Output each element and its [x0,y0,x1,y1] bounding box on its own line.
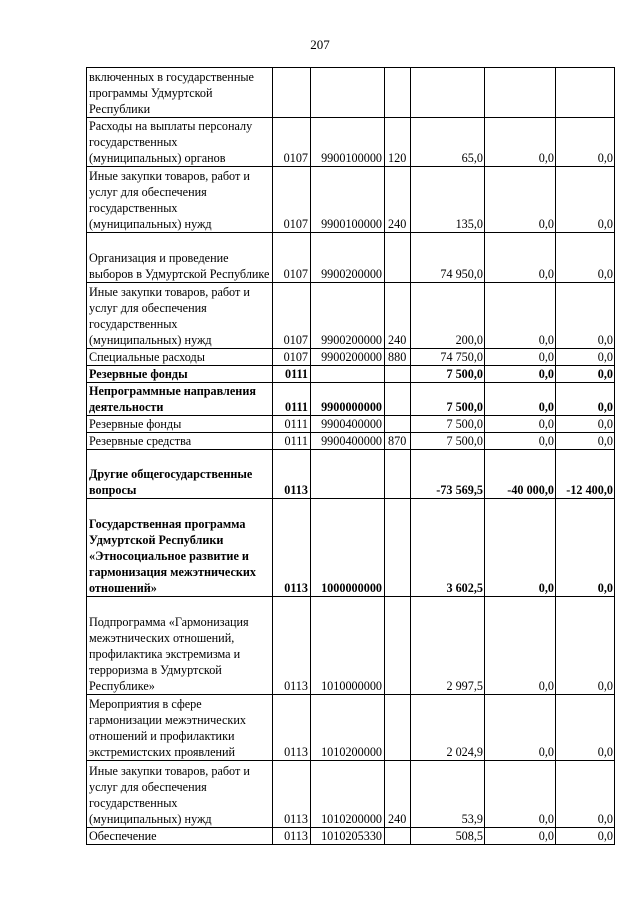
cell-amount-2 [485,68,556,118]
cell-expense-type-code: 120 [385,118,411,167]
cell-target-code: 9900400000 [311,416,385,433]
cell-expense-type-code [385,695,411,761]
cell-name: Обеспечение [87,828,273,845]
cell-name: Подпрограмма «Гармонизация межэтнических отношений, профилактика экстремизма и терроризма в Удмуртской Республике» [87,597,273,695]
cell-name: Резервные фонды [87,366,273,383]
table-row [87,68,615,118]
cell-amount-1: 3 602,5 [411,499,485,597]
cell-expense-type-code [385,366,411,383]
cell-amount-1: 7 500,0 [411,416,485,433]
cell-amount-1: 65,0 [411,118,485,167]
cell-amount-3: 0,0 [556,283,615,349]
cell-amount-1: 2 024,9 [411,695,485,761]
cell-target-code: 9900100000 [311,167,385,233]
table-row [87,167,615,233]
cell-name: Специальные расходы [87,349,273,366]
cell-section-code: 0107 [273,233,311,283]
cell-amount-3: 0,0 [556,416,615,433]
cell-expense-type-code [385,499,411,597]
cell-target-code: 9900000000 [311,383,385,416]
cell-name: Другие общегосударственные вопросы [87,450,273,499]
cell-target-code: 9900400000 [311,433,385,450]
table-row [87,433,615,450]
cell-expense-type-code [385,383,411,416]
cell-expense-type-code [385,68,411,118]
cell-amount-1: 7 500,0 [411,366,485,383]
cell-name: Государственная программа Удмуртской Республики «Этносоциальное развитие и гармонизация межэтнических отношений» [87,499,273,597]
budget-table [86,67,615,845]
table-row [87,828,615,845]
cell-amount-2: 0,0 [485,695,556,761]
cell-amount-3: 0,0 [556,366,615,383]
cell-target-code: 1010200000 [311,695,385,761]
cell-amount-2: 0,0 [485,167,556,233]
cell-amount-1: -73 569,5 [411,450,485,499]
cell-target-code [311,366,385,383]
cell-amount-2: 0,0 [485,828,556,845]
budget-table-body [87,68,615,845]
cell-amount-3: 0,0 [556,828,615,845]
cell-amount-3: 0,0 [556,383,615,416]
cell-amount-2: 0,0 [485,597,556,695]
cell-section-code: 0111 [273,416,311,433]
cell-section-code: 0113 [273,450,311,499]
cell-expense-type-code [385,828,411,845]
cell-amount-1: 74 950,0 [411,233,485,283]
page-number: 207 [310,37,330,52]
cell-section-code: 0107 [273,167,311,233]
cell-amount-3: 0,0 [556,167,615,233]
cell-amount-3: 0,0 [556,499,615,597]
cell-amount-3: 0,0 [556,233,615,283]
cell-amount-1: 7 500,0 [411,433,485,450]
cell-section-code: 0113 [273,597,311,695]
cell-expense-type-code: 240 [385,167,411,233]
cell-target-code [311,450,385,499]
cell-amount-2: 0,0 [485,499,556,597]
cell-amount-3 [556,68,615,118]
cell-name: Иные закупки товаров, работ и услуг для обеспечения государственных (муниципальных) нужд [87,167,273,233]
cell-expense-type-code [385,597,411,695]
cell-amount-2: 0,0 [485,383,556,416]
cell-amount-1: 508,5 [411,828,485,845]
cell-amount-1: 2 997,5 [411,597,485,695]
cell-name: Иные закупки товаров, работ и услуг для обеспечения государственных (муниципальных) нужд [87,283,273,349]
cell-target-code: 1010205330 [311,828,385,845]
cell-amount-2: 0,0 [485,283,556,349]
cell-amount-1: 135,0 [411,167,485,233]
cell-name: включенных в государственные программы Удмуртской Республики [87,68,273,118]
cell-amount-3: 0,0 [556,695,615,761]
cell-section-code: 0113 [273,499,311,597]
cell-target-code [311,68,385,118]
table-row [87,450,615,499]
cell-name: Расходы на выплаты персоналу государственных (муниципальных) органов [87,118,273,167]
table-row [87,597,615,695]
cell-expense-type-code: 880 [385,349,411,366]
table-row [87,695,615,761]
cell-name: Непрограммные направления деятельности [87,383,273,416]
table-row [87,366,615,383]
table-row [87,118,615,167]
cell-section-code [273,68,311,118]
cell-name: Резервные средства [87,433,273,450]
cell-amount-2: 0,0 [485,433,556,450]
table-row [87,383,615,416]
cell-expense-type-code: 240 [385,283,411,349]
cell-amount-2: 0,0 [485,761,556,828]
cell-amount-1: 7 500,0 [411,383,485,416]
cell-amount-1: 53,9 [411,761,485,828]
cell-section-code: 0111 [273,383,311,416]
table-row [87,233,615,283]
cell-section-code: 0111 [273,366,311,383]
cell-target-code: 9900100000 [311,118,385,167]
cell-amount-3: 0,0 [556,597,615,695]
cell-amount-2: 0,0 [485,349,556,366]
cell-target-code: 1000000000 [311,499,385,597]
cell-target-code: 1010000000 [311,597,385,695]
cell-target-code: 9900200000 [311,233,385,283]
cell-section-code: 0107 [273,349,311,366]
cell-amount-1 [411,68,485,118]
cell-amount-2: -40 000,0 [485,450,556,499]
cell-section-code: 0113 [273,828,311,845]
cell-section-code: 0113 [273,695,311,761]
cell-name: Мероприятия в сфере гармонизации межэтнических отношений и профилактики экстремистских проявлений [87,695,273,761]
table-row [87,283,615,349]
cell-section-code: 0113 [273,761,311,828]
cell-target-code: 9900200000 [311,349,385,366]
table-row [87,416,615,433]
cell-amount-3: 0,0 [556,118,615,167]
cell-expense-type-code: 870 [385,433,411,450]
cell-expense-type-code: 240 [385,761,411,828]
cell-name: Иные закупки товаров, работ и услуг для обеспечения государственных (муниципальных) нужд [87,761,273,828]
table-row [87,349,615,366]
cell-expense-type-code [385,450,411,499]
cell-amount-2: 0,0 [485,233,556,283]
cell-target-code: 1010200000 [311,761,385,828]
table-row [87,499,615,597]
cell-name: Резервные фонды [87,416,273,433]
cell-section-code: 0107 [273,118,311,167]
cell-name: Организация и проведение выборов в Удмуртской Республике [87,233,273,283]
cell-amount-2: 0,0 [485,118,556,167]
cell-section-code: 0111 [273,433,311,450]
cell-amount-3: 0,0 [556,349,615,366]
table-row [87,761,615,828]
cell-section-code: 0107 [273,283,311,349]
cell-amount-3: -12 400,0 [556,450,615,499]
cell-amount-3: 0,0 [556,761,615,828]
cell-amount-1: 200,0 [411,283,485,349]
cell-target-code: 9900200000 [311,283,385,349]
cell-amount-1: 74 750,0 [411,349,485,366]
cell-amount-3: 0,0 [556,433,615,450]
cell-expense-type-code [385,233,411,283]
cell-expense-type-code [385,416,411,433]
cell-amount-2: 0,0 [485,416,556,433]
cell-amount-2: 0,0 [485,366,556,383]
